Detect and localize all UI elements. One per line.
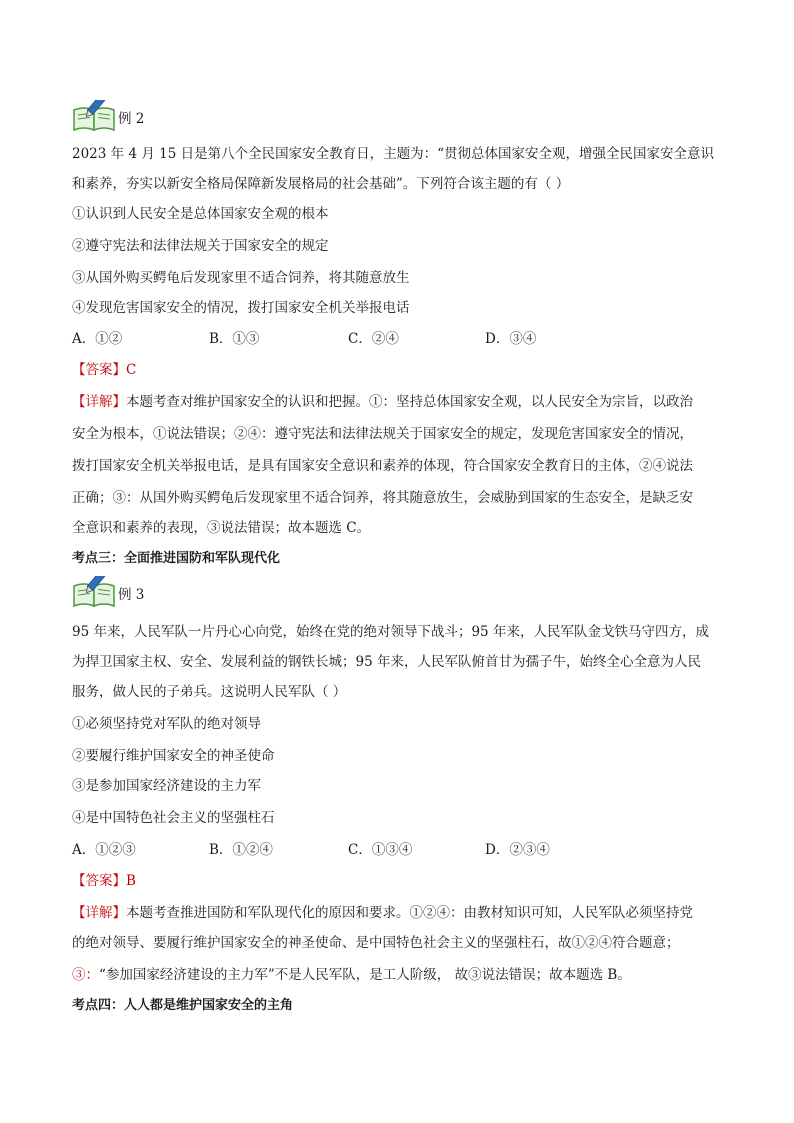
detail-line: 拨打国家安全机关举报电话，是具有国家安全意识和素养的体现，符合国家安全教育日的主体，②④说法 (72, 458, 693, 474)
question-stem: 和素养，夯实以新安全格局保障新发展格局的社会基础”。下列符合该主题的有（ ） (72, 176, 570, 192)
option-b: B．①②④ (209, 842, 273, 858)
statement: ④是中国特色社会主义的坚强柱石 (72, 810, 275, 826)
detail-line: 正确；③：从国外购买鳄龟后发现家里不适合饲养，将其随意放生，会威胁到国家的生态安全，是缺乏安 (72, 490, 693, 506)
detail-line (72, 965, 631, 985)
detail-line: 安全为根本，①说法错误；②④：遵守宪法和法律法规关于国家安全的规定，发现危害国家安全的情况， (72, 426, 693, 442)
statement: ②遵守宪法和法律法规关于国家安全的规定 (72, 238, 329, 254)
answer-value: C (126, 362, 137, 378)
example-2-header (72, 98, 144, 132)
statement: ③从国外购买鳄龟后发现家里不适合饲养，将其随意放生 (72, 270, 410, 286)
option-d: D．③④ (485, 331, 537, 347)
option-b: B．①③ (209, 331, 260, 347)
answer-tag: 【答案】 (72, 873, 126, 889)
detail-line: 的绝对领导、要履行维护国家安全的神圣使命、是中国特色社会主义的坚强柱石，故①②④符合题意； (72, 935, 680, 951)
statement: ②要履行维护国家安全的神圣使命 (72, 748, 275, 764)
detail-line: 全意识和素养的表现，③说法错误；故本题选 C。 (72, 520, 371, 536)
answer-line (72, 360, 136, 380)
detail-line (72, 903, 693, 923)
detail-text: “参加国家经济建设的主力军”不是人民军队，是工人阶级， 故③说法错误；故本题选 B。 (99, 967, 631, 983)
answer-options (72, 329, 722, 349)
option-d: D．②③④ (485, 842, 550, 858)
book-pencil-icon (72, 576, 116, 608)
detail-tag: 【详解】 (72, 394, 126, 410)
detail-tag: 【详解】 (72, 905, 126, 921)
example-3-header (72, 574, 144, 608)
detail-red-marker: ③： (72, 967, 99, 983)
statement: ③是参加国家经济建设的主力军 (72, 778, 261, 794)
section-title: 考点三：全面推进国防和军队现代化 (72, 551, 281, 566)
answer-tag: 【答案】 (72, 362, 126, 378)
question-stem: 为捍卫国家主权、安全、发展利益的钢铁长城；95 年来，人民军队俯首甘为孺子牛，始终全心全意为人民 (72, 654, 701, 670)
question-stem: 95 年来，人民军队一片丹心心向党，始终在党的绝对领导下战斗；95 年来，人民军队金戈铁马守四方，成 (72, 624, 709, 640)
statement: ④发现危害国家安全的情况，拨打国家安全机关举报电话 (72, 300, 410, 316)
detail-text: 本题考查对维护国家安全的认识和把握。①：坚持总体国家安全观，以人民安全为宗旨，以政治 (126, 394, 693, 410)
book-pencil-icon (72, 100, 116, 132)
option-a: A．①②③ (72, 842, 136, 858)
answer-options (72, 840, 722, 860)
detail-text: 本题考查推进国防和军队现代化的原因和要求。①②④：由教材知识可知，人民军队必须坚持党 (126, 905, 693, 921)
section-title: 考点四：人人都是维护国家安全的主角 (72, 998, 294, 1013)
option-a: A．①② (72, 331, 123, 347)
question-stem: 服务，做人民的子弟兵。这说明人民军队（ ） (72, 684, 347, 700)
statement: ①必须坚持党对军队的绝对领导 (72, 716, 261, 732)
answer-value: B (126, 873, 136, 889)
statement: ①认识到人民安全是总体国家安全观的根本 (72, 206, 329, 222)
question-stem: 2023 年 4 月 15 日是第八个全民国家安全教育日，主题为：“贯彻总体国家安全观，增强全民国家安全意识 (72, 146, 714, 162)
example-label: 例 3 (118, 587, 145, 603)
option-c: C．②④ (348, 331, 399, 347)
detail-line (72, 392, 693, 412)
example-label: 例 2 (118, 111, 145, 127)
option-c: C．①③④ (348, 842, 413, 858)
answer-line (72, 871, 136, 891)
